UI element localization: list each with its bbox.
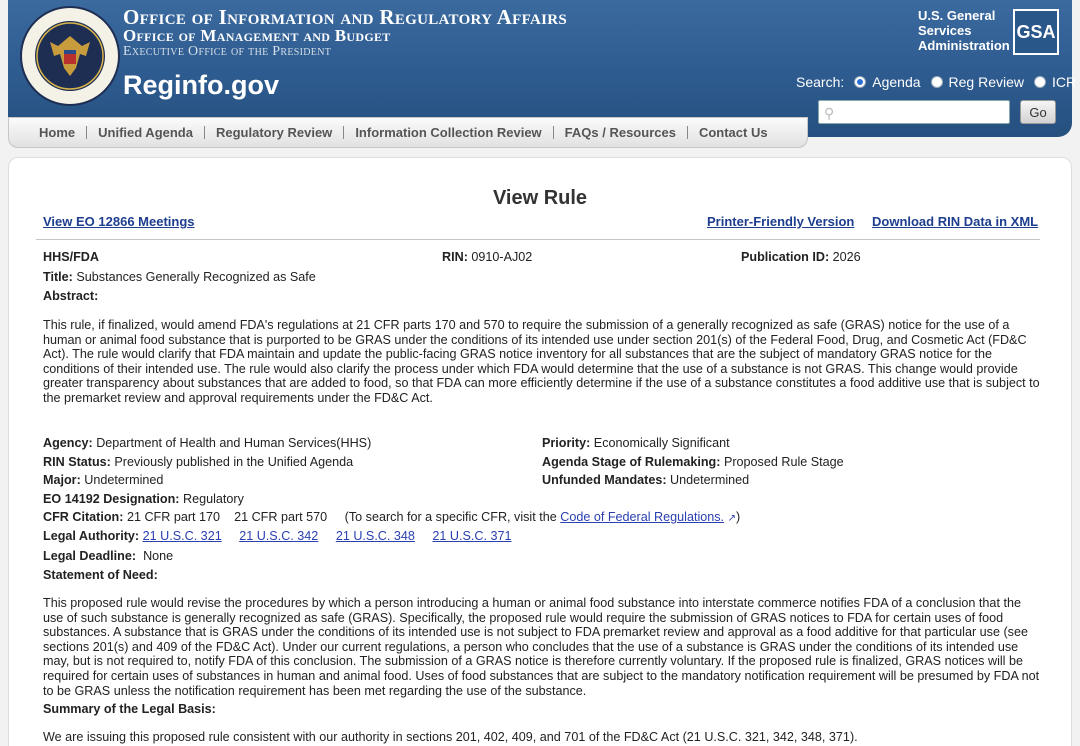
legal-authority-link[interactable]: 21 U.S.C. 342 (239, 529, 319, 543)
gsa-line: U.S. General (918, 8, 996, 23)
rin-status-field (43, 455, 353, 470)
cfr-link[interactable]: Code of Federal Regulations. (560, 510, 725, 524)
cfr-citation-label: CFR Citation: (43, 510, 124, 524)
agency-field (43, 436, 371, 451)
brand-omb: Office of Management and Budget (123, 26, 391, 45)
priority-label: Priority: (542, 436, 591, 450)
priority-field (542, 436, 730, 451)
page-title: View Rule (492, 187, 588, 209)
cfr-citation-value: 21 CFR part 570 (234, 510, 328, 524)
publication-id-field (741, 250, 861, 265)
agenda-stage-label: Agenda Stage of Rulemaking: (542, 455, 721, 469)
agenda-stage-value: Proposed Rule Stage (723, 455, 844, 469)
printer-friendly-link[interactable]: Printer-Friendly Version (707, 214, 855, 229)
nav-regulatory-review[interactable]: Regulatory Review (205, 126, 344, 139)
unfunded-mandates-label: Unfunded Mandates: (542, 473, 667, 487)
rin-field (442, 250, 532, 265)
abstract-text: This rule, if finalized, would amend FDA's regulations at 21 CFR parts 170 and 570 to require the submission of a generally recognized as safe (GRAS) notice for the use of a human or animal food substance that is purported to be GRAS under the conditions of its intended use under section 201(s) of the Federal Food, Drug, and Cosmetic Act (FD&C Act). The rule would clarify that FDA maintain and update the public-facing GRAS notice inventory for all substances that are the subject of mandatory GRAS notice for the conditions of their intended use. The rule would also clarify the process under which FDA would determine that the use of a substance is not GRAS. This change would provide greater transparency about substances that are added to food, so that FDA can more efficiently determine if the use of a substance constitutes a food additive use that is subject to the premarket review and approval requirements under the FD&C Act. (43, 318, 1040, 405)
major-value: Undetermined (84, 473, 164, 487)
radio-icr-label[interactable]: ICR (1052, 74, 1077, 90)
title-label: Title: (43, 270, 73, 284)
gsa-logo[interactable]: GSA (1013, 9, 1059, 55)
brand-eop: Executive Office of the President (123, 44, 332, 59)
legal-basis-text: We are issuing this proposed rule consistent with our authority in sections 201, 402, 409, and 701 of the FD&C Act (21 U.S.C. 321, 342, 348, 371). (43, 730, 858, 744)
statement-of-need-label: Statement of Need: (43, 568, 158, 582)
title-value: Substances Generally Recognized as Safe (76, 270, 316, 284)
search-input[interactable] (818, 100, 1010, 124)
legal-authority-link[interactable]: 21 U.S.C. 321 (142, 529, 222, 543)
radio-reg-review[interactable] (931, 76, 943, 88)
nav-information-collection-review[interactable]: Information Collection Review (344, 126, 553, 139)
cfr-note-close: ) (735, 510, 741, 524)
major-label: Major: (43, 473, 81, 487)
download-xml-link[interactable]: Download RIN Data in XML (872, 214, 1039, 229)
radio-icr[interactable] (1034, 76, 1046, 88)
agenda-stage-field (542, 455, 844, 470)
gsa-name[interactable] (918, 8, 1014, 53)
eo-designation-field (43, 492, 244, 507)
legal-deadline-field (43, 549, 173, 564)
legal-deadline-value: None (143, 549, 174, 563)
divider (36, 239, 1040, 240)
unfunded-mandates-value: Undetermined (670, 473, 750, 487)
site-name[interactable]: Reginfo.gov (123, 70, 279, 100)
nav-home[interactable]: Home (25, 126, 87, 139)
external-link-icon: ↗ (727, 513, 736, 524)
nav-unified-agenda[interactable]: Unified Agenda (87, 126, 205, 139)
nav-faqs-resources[interactable]: FAQs / Resources (554, 126, 688, 139)
legal-authority-link[interactable]: 21 U.S.C. 371 (432, 529, 512, 543)
legal-deadline-label: Legal Deadline: (43, 549, 137, 563)
statement-of-need-text: This proposed rule would revise the procedures by which a person introducing a human or animal food substance into interstate commerce notifies FDA of a conclusion that the use of such substance is generally recognized as safe (GRAS). Specifically, the proposed rule would require the submission of GRAS notices to FDA for certain uses of food substances. A substance that is GRAS under the conditions of its intended use is not subject to FDA premarket review and approval as a food additive for that particular use (see sections 201(s) and 409 of the FD&C Act). Under our current regulations, a person who concludes that the use of a substance is GRAS under the conditions of its intended use may, but is not required to, notify FDA of this conclusion. The submission of a GRAS notice is therefore currently voluntary. If the proposed rule is finalized, GRAS notices will be required for certain uses of substances in human and animal food. Uses of food substances that are subject to the mandatory notification requirement will be presumed by FDA not to be GRAS unless the notification requirement has been met regarding the use of the substance. (43, 596, 1040, 698)
eo-designation-label: EO 14192 Designation: (43, 492, 180, 506)
agency-short: HHS/FDA (43, 250, 99, 264)
nav-contact-us[interactable]: Contact Us (698, 125, 768, 140)
go-button[interactable]: Go (1020, 100, 1056, 124)
brand-oira: Office of Information and Regulatory Affairs (123, 5, 567, 29)
rin-label: RIN: (442, 250, 468, 264)
cfr-citation-value: 21 CFR part 170 (126, 510, 221, 524)
search-options (796, 74, 1076, 90)
legal-basis-label: Summary of the Legal Basis: (43, 702, 216, 716)
legal-authority-link[interactable]: 21 U.S.C. 348 (335, 529, 415, 543)
unfunded-mandates-field (542, 473, 749, 488)
publication-id-label: Publication ID: (741, 250, 830, 264)
presidential-seal-logo[interactable] (20, 6, 120, 106)
abstract-label: Abstract: (43, 289, 99, 303)
radio-agenda-label[interactable]: Agenda (872, 74, 921, 90)
legal-authority-field (43, 529, 512, 544)
cfr-citation-field (43, 510, 740, 526)
major-field (43, 473, 163, 488)
eo-meetings-link[interactable]: View EO 12866 Meetings (43, 214, 195, 229)
gsa-line: Services (918, 23, 972, 38)
publication-id-value: 2026 (832, 250, 861, 264)
gsa-line: Administration (918, 38, 1010, 53)
radio-agenda[interactable] (854, 76, 866, 88)
eo-designation-value: Regulatory (182, 492, 244, 506)
rin-value: 0910-AJ02 (471, 250, 533, 264)
search-label: Search: (796, 74, 845, 90)
priority-value: Economically Significant (593, 436, 730, 450)
rin-status-label: RIN Status: (43, 455, 111, 469)
agency-label: Agency: (43, 436, 93, 450)
cfr-note: (To search for a specific CFR, visit the (344, 510, 557, 524)
search-icon: ⚲ (824, 105, 835, 121)
agency-value: Department of Health and Human Services(HHS) (96, 436, 372, 450)
legal-authority-label: Legal Authority: (43, 529, 140, 543)
title-field (43, 270, 316, 285)
main-nav (8, 117, 808, 148)
radio-reg-review-label[interactable]: Reg Review (948, 74, 1025, 90)
rin-status-value: Previously published in the Unified Agenda (114, 455, 354, 469)
